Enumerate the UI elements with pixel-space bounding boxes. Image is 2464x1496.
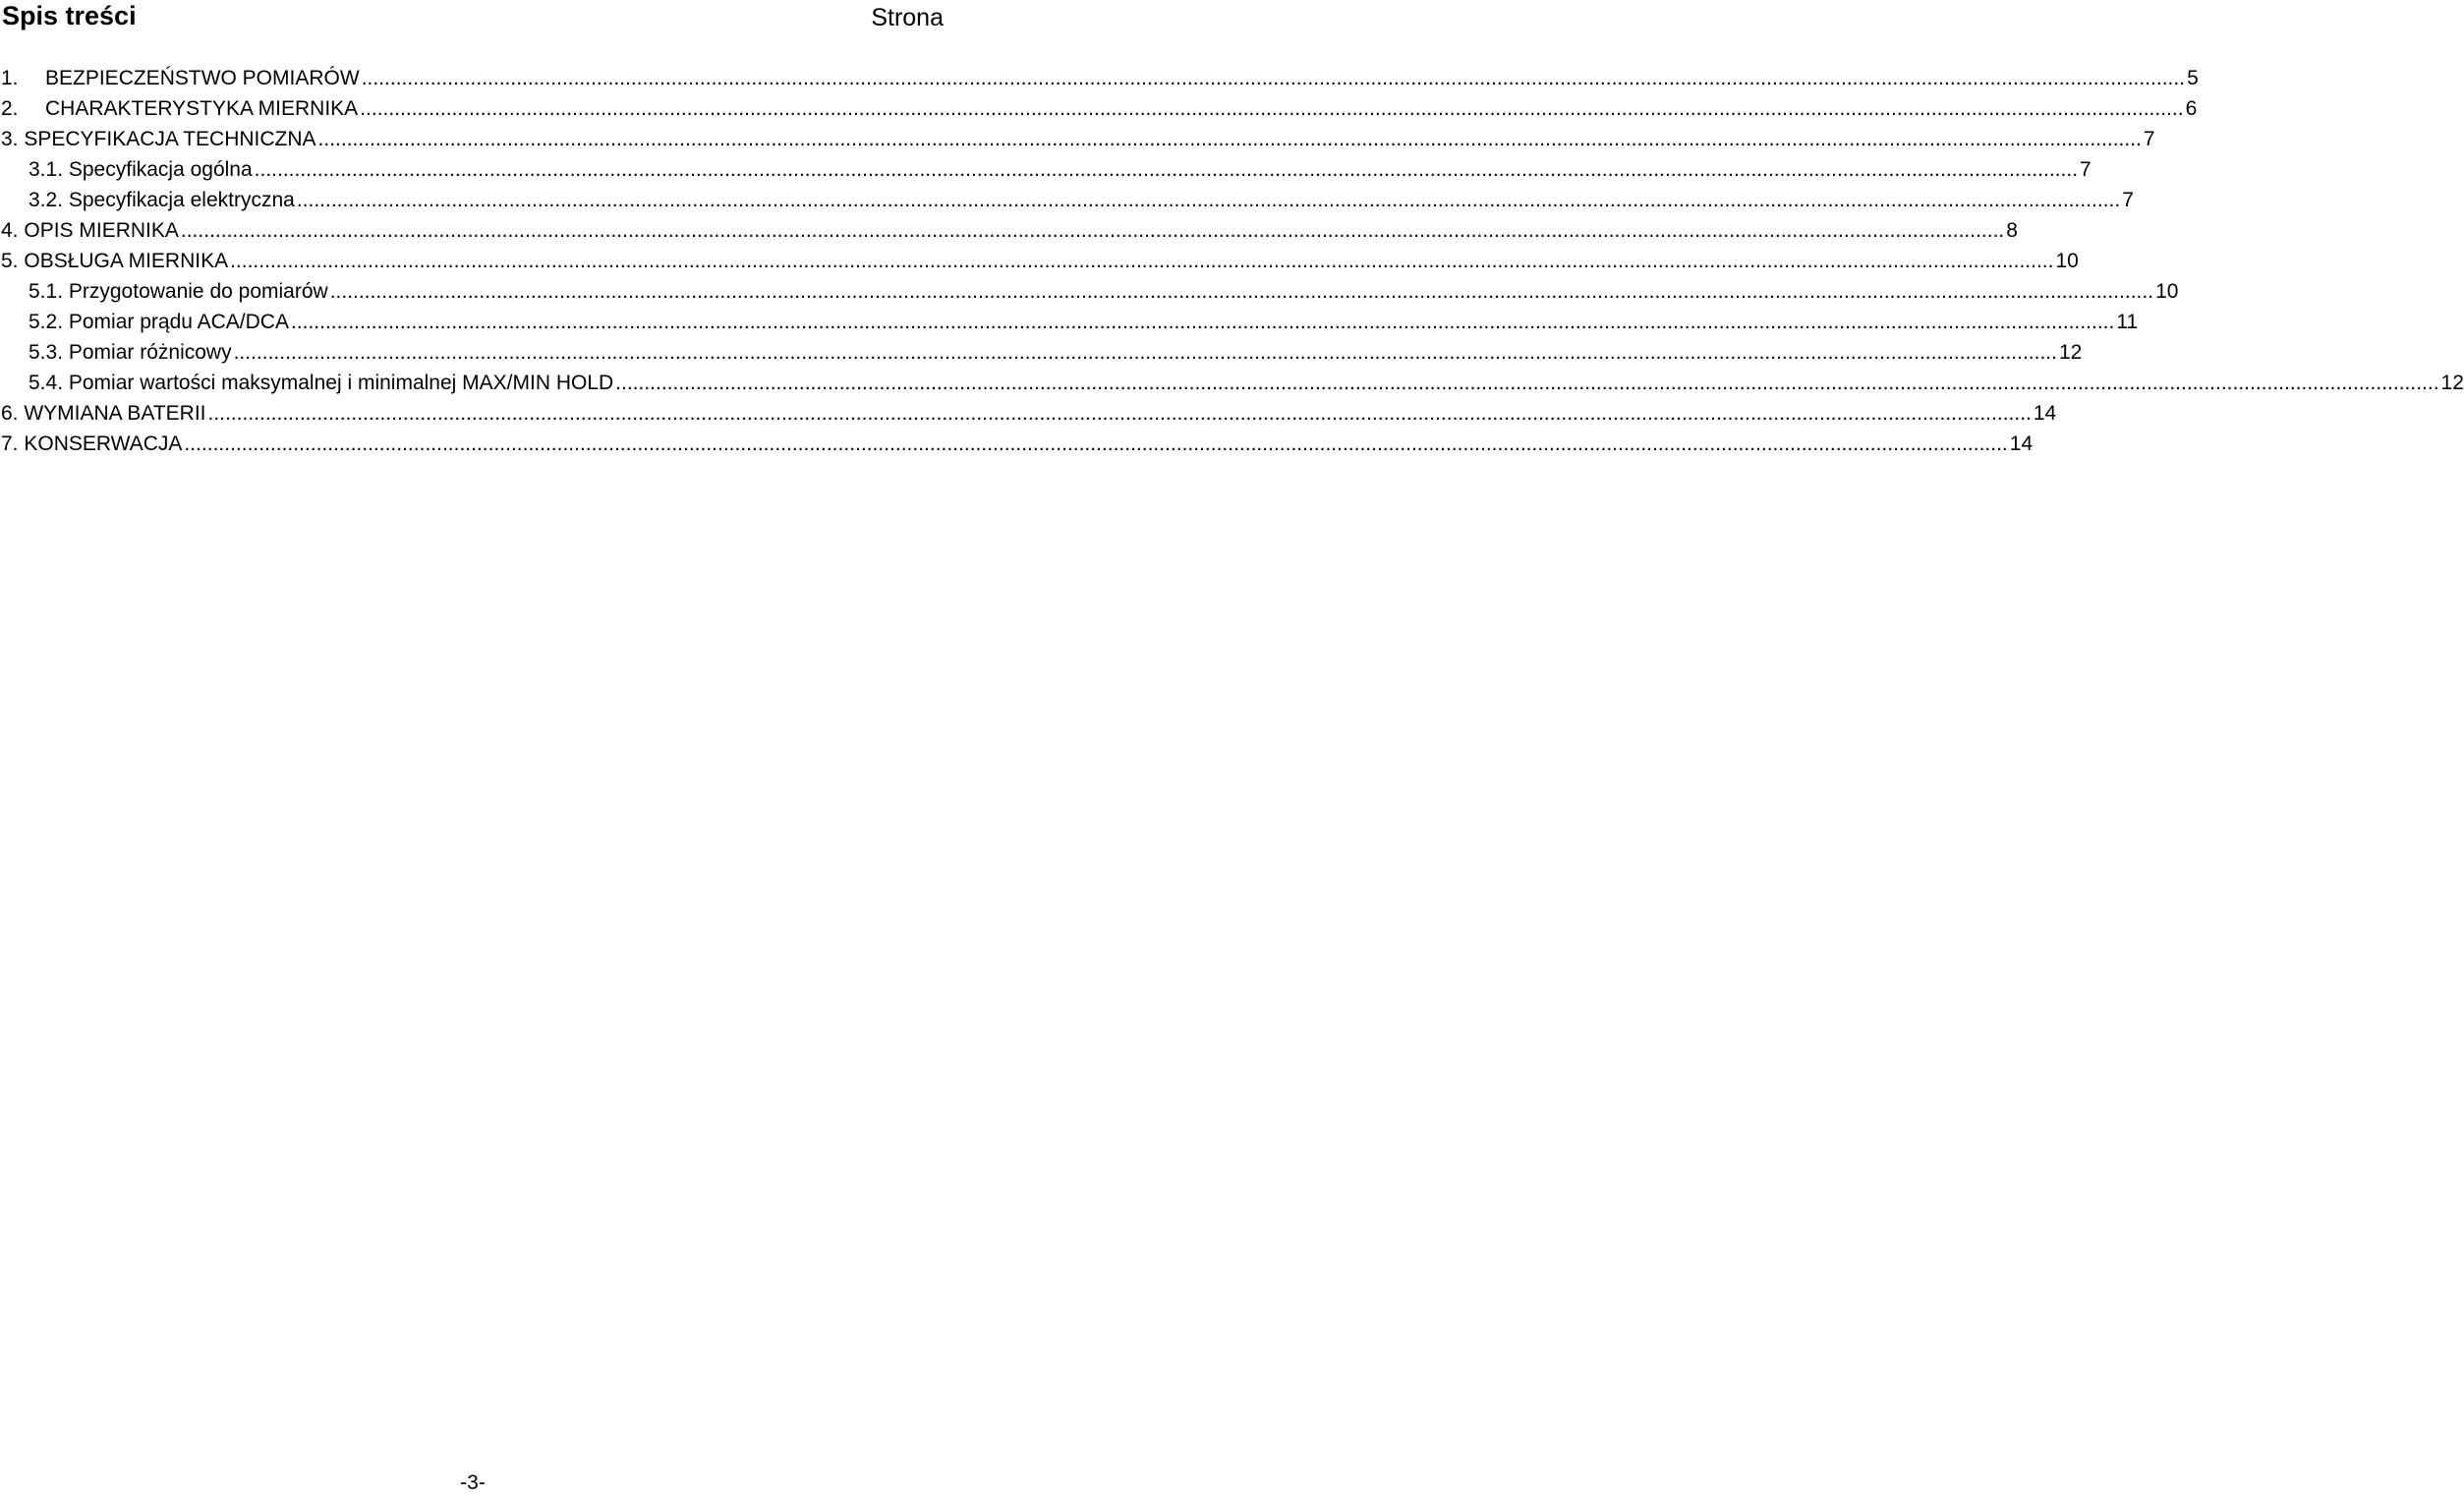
toc-entry[interactable] (0, 63, 2199, 93)
toc-entry-label (1, 63, 362, 93)
toc-entry-title: SPECYFIKACJA TECHNICZNA (24, 128, 316, 150)
toc-entry[interactable] (0, 215, 2018, 246)
toc-entry-page-number: 11 (2116, 311, 2139, 333)
toc-entry-label (29, 185, 297, 215)
toc-entry[interactable] (0, 124, 2155, 154)
toc-entry-title: KONSERWACJA (24, 432, 183, 455)
toc-entry[interactable] (0, 307, 2139, 337)
toc-entry-number: 6. (1, 402, 19, 425)
toc-dot-leader (291, 307, 2114, 337)
toc-dot-leader (297, 185, 2120, 215)
toc-entry-number: 7. (1, 432, 19, 455)
toc-dot-leader (184, 429, 2007, 459)
toc-entry-number: 5. (1, 250, 19, 272)
page-number: -3- (460, 1471, 486, 1494)
toc-dot-leader (234, 337, 2057, 368)
toc-entry-label (29, 276, 330, 307)
toc-entry[interactable] (0, 368, 2464, 398)
toc-entry-number: 3.1. (29, 158, 64, 181)
toc-entry-number: 4. (1, 219, 19, 242)
toc-entry-page-number: 6 (2185, 97, 2198, 120)
toc-entry-label (1, 429, 184, 459)
toc-dot-leader (615, 368, 2438, 398)
toc-entry-label (29, 154, 255, 185)
page-column-heading: Strona (871, 4, 944, 31)
toc-entry-title: WYMIANA BATERII (24, 402, 206, 425)
toc-entry-page-number: 14 (2033, 402, 2057, 425)
toc-entry-label (1, 246, 230, 276)
toc-entry-page-number: 12 (2058, 341, 2083, 364)
toc-entry-label (29, 307, 291, 337)
toc-dot-leader (330, 276, 2153, 307)
toc-dot-leader (181, 215, 2004, 246)
toc-entry-page-number: 7 (2122, 189, 2134, 211)
toc-entry-title: Specyfikacja elektryczna (68, 189, 295, 211)
toc-entry[interactable] (0, 185, 2134, 215)
toc-entry[interactable] (0, 429, 2034, 459)
toc-dot-leader (230, 246, 2053, 276)
toc-entry-title: Pomiar różnicowy (68, 341, 232, 364)
toc-dot-leader (362, 63, 2185, 93)
toc-entry-label (1, 93, 360, 124)
toc-dot-leader (360, 93, 2183, 124)
toc-dot-leader (208, 398, 2032, 429)
toc-entry-title: Pomiar prądu ACA/DCA (68, 311, 289, 333)
toc-entry-number: 1. (1, 67, 19, 89)
toc-entry-title: BEZPIECZEŃSTWO POMIARÓW (45, 67, 360, 89)
toc-entry-label (1, 124, 318, 154)
toc-entry-page-number: 12 (2440, 372, 2464, 394)
toc-entry-title: OBSŁUGA MIERNIKA (24, 250, 229, 272)
toc-entry[interactable] (0, 276, 2179, 307)
page-footer (0, 1470, 944, 1496)
toc-entry-title: Specyfikacja ogólna (68, 158, 253, 181)
toc-entry-label (1, 398, 208, 429)
toc-entry-number: 2. (1, 97, 19, 120)
toc-entry-page-number: 5 (2187, 67, 2199, 89)
toc-entry-number: 5.3. (29, 341, 64, 364)
toc-entry-page-number: 8 (2006, 219, 2018, 242)
toc-entry-page-number: 10 (2155, 280, 2179, 303)
toc-entry-number: 5.4. (29, 372, 64, 394)
toc-entry-number: 5.2. (29, 311, 64, 333)
toc-entry-title: Pomiar wartości maksymalnej i minimalnej MAX/MIN HOLD (68, 372, 614, 394)
toc-entry[interactable] (0, 398, 2057, 429)
toc-entry-page-number: 10 (2055, 250, 2079, 272)
toc-entry-page-number: 14 (2009, 432, 2034, 455)
toc-entry-label (29, 337, 234, 368)
toc-entry-number: 3. (1, 128, 19, 150)
toc-entry-page-number: 7 (2143, 128, 2155, 150)
toc-entry-title: OPIS MIERNIKA (24, 219, 179, 242)
toc-dot-leader (255, 154, 2078, 185)
toc-entry[interactable] (0, 93, 2198, 124)
toc-title: Spis treści (2, 1, 137, 30)
toc-entry-page-number: 7 (2080, 158, 2092, 181)
table-of-contents (0, 63, 2464, 459)
toc-entry-title: Przygotowanie do pomiarów (68, 280, 328, 303)
toc-dot-leader (318, 124, 2142, 154)
toc-entry[interactable] (0, 337, 2083, 368)
toc-entry[interactable] (0, 246, 2079, 276)
toc-entry-number: 3.2. (29, 189, 64, 211)
toc-entry-number: 5.1. (29, 280, 64, 303)
toc-entry-title: CHARAKTERYSTYKA MIERNIKA (45, 97, 359, 120)
toc-entry-label (1, 215, 181, 246)
toc-entry[interactable] (0, 154, 2092, 185)
toc-entry-label (29, 368, 615, 398)
